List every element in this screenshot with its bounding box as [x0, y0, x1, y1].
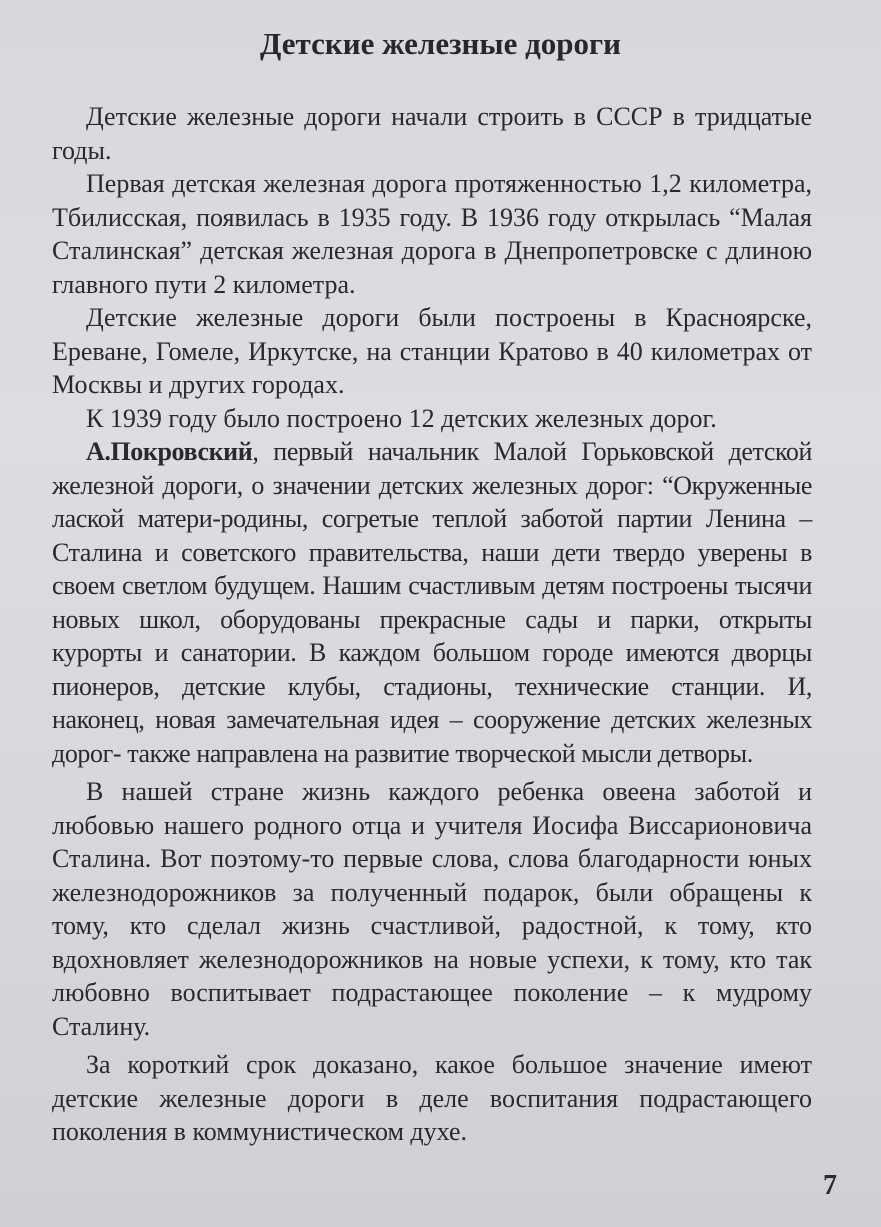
paragraph-stalin: В нашей стране жизнь каждого ребенка овеена заботой и любовью нашего родного отца и учителя Иосифа Виссарионовича Сталина. Вот поэтому-то первые слова, слова благодарности юных железнодорожников за полученный подарок, были обращены к тому, кто сделал жизнь счастливой, радостной, к тому, кто вдохновляет железнодорожников на новые успехи, к тому, кто так любовно воспитывает подрастающее поколение – к мудрому Сталину.	[52, 777, 812, 1041]
quote-intro: , первый начальник Малой Горьковской детской железной дороги, о значении детских железных дорог:	[52, 437, 812, 500]
quote-text: “Окруженные лаской матери-родины, согретые теплой заботой партии Ленина – Сталина и советского правительства, наши дети твердо уверены в своем светлом будущем. Нашим счастливым детям построены тысячи новых школ, оборудованы прекрасные сады и парки, открыты курорты и санатории. В каждом большом городе имеются дворцы пионеров, детские клубы, стадионы, технические станции. И, наконец, новая замечательная идея – сооружение детских железных дорог- также направлена на развитие творческой мысли детворы.	[52, 470, 812, 768]
paragraph-conclusion: За короткий срок доказано, какое большое значение имеют детские железные дороги в деле воспитания подрастающего поколения в коммунистическом духе.	[52, 1050, 812, 1146]
page-title: Детские железные дороги	[260, 26, 621, 61]
paragraph-intro: Детские железные дороги начали строить в СССР в тридцатые годы.	[52, 102, 812, 165]
page-number: 7	[823, 1170, 837, 1201]
paragraph-first-railway: Первая детская железная дорога протяженностью 1,2 километра, Тбилисская, появилась в 1935 году. В 1936 году открылась “Малая Сталинская” детская железная дорога в Днепропетровске с длиною главного пути 2 километра.	[52, 169, 812, 299]
quote-author: А.Покровский	[86, 437, 253, 466]
paragraph-count-1939: К 1939 году было построено 12 детских железных дорог.	[86, 403, 717, 433]
paragraph-cities: Детские железные дороги были построены в Красноярске, Ереване, Гомеле, Иркутске, на станции Кратово в 40 километрах от Москвы и других городах.	[52, 303, 812, 399]
text-body	[52, 100, 812, 1154]
paragraph-quote	[52, 435, 812, 770]
